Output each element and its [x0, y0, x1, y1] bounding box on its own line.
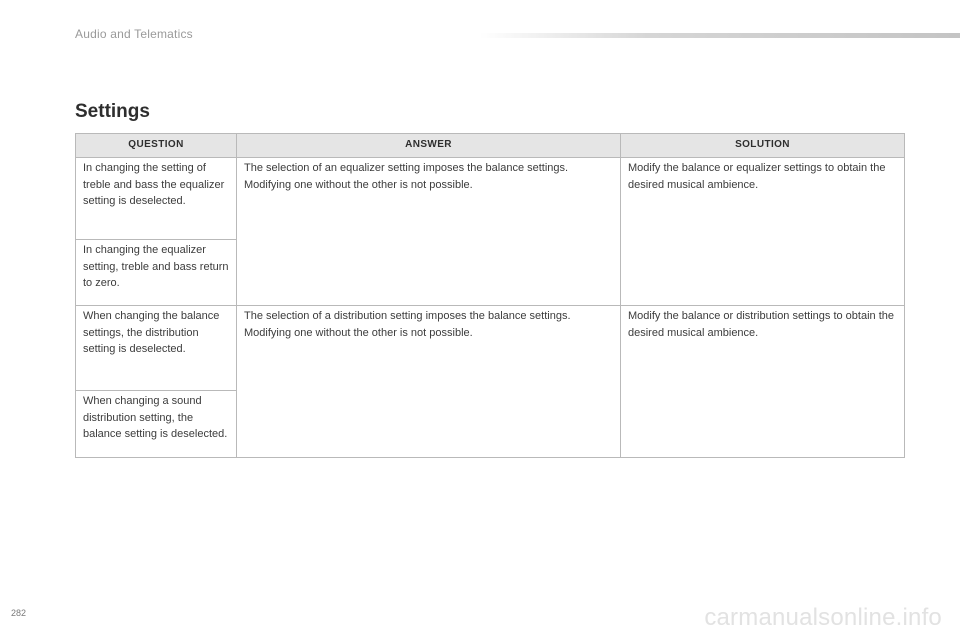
section-title: Settings: [75, 101, 150, 122]
settings-faq-table: [75, 133, 905, 458]
answer-cell: The selection of a distribution setting imposes the balance settings. Modifying one without the other is not possible.: [237, 306, 621, 458]
question-cell: When changing a sound distribution setting, the balance setting is deselected.: [76, 391, 237, 458]
column-header-answer: ANSWER: [237, 134, 621, 158]
column-header-solution: SOLUTION: [621, 134, 905, 158]
watermark: carmanualsonline.info: [704, 604, 942, 631]
answer-cell: The selection of an equalizer setting imposes the balance settings. Modifying one without the other is not possible.: [237, 158, 621, 306]
question-cell: When changing the balance settings, the distribution setting is deselected.: [76, 306, 237, 391]
table-row: [76, 158, 905, 240]
table-header-row: [76, 134, 905, 158]
question-cell: In changing the equalizer setting, treble and bass return to zero.: [76, 240, 237, 306]
table-row: [76, 306, 905, 391]
column-header-question: QUESTION: [76, 134, 237, 158]
solution-cell: Modify the balance or equalizer settings to obtain the desired musical ambience.: [621, 158, 905, 306]
question-cell: In changing the setting of treble and bass the equalizer setting is deselected.: [76, 158, 237, 240]
solution-cell: Modify the balance or distribution settings to obtain the desired musical ambience.: [621, 306, 905, 458]
page-number: 282: [11, 608, 27, 618]
chapter-title: Audio and Telematics: [75, 27, 193, 41]
header-divider: [480, 33, 960, 38]
